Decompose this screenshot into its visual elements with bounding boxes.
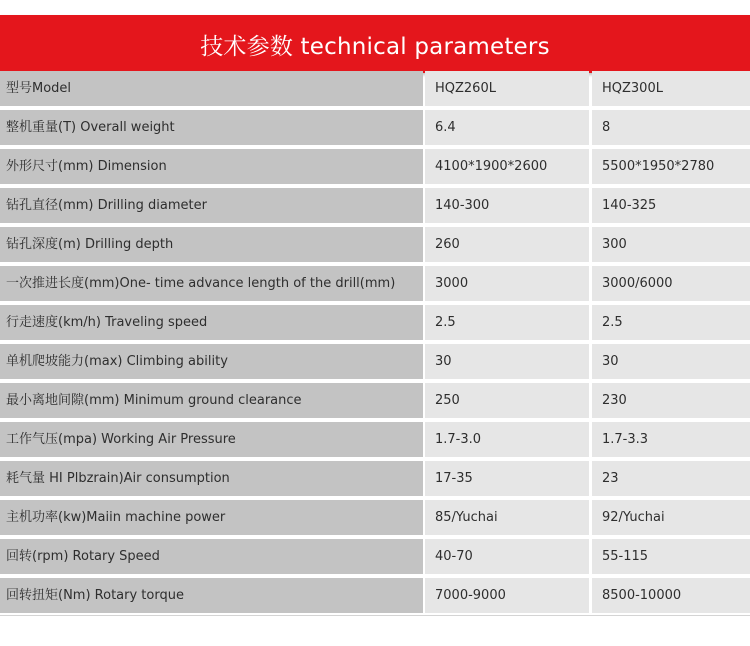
- value-model-2: HQZ300L: [592, 71, 750, 106]
- table-row: [0, 461, 750, 496]
- value-model-1: 4100*1900*2600: [425, 149, 589, 184]
- table-row: [0, 149, 750, 184]
- value-model-2: 230: [592, 383, 750, 418]
- param-label: 钻孔直径(mm) Drilling diameter: [0, 188, 423, 223]
- value-model-1: 250: [425, 383, 589, 418]
- value-model-2: 55-115: [592, 539, 750, 574]
- value-model-1: 1.7-3.0: [425, 422, 589, 457]
- param-label: 回转扭矩(Nm) Rotary torque: [0, 578, 423, 613]
- value-model-2: 30: [592, 344, 750, 379]
- value-model-1: 260: [425, 227, 589, 262]
- param-label: 主机功率(kw)Maiin machine power: [0, 500, 423, 535]
- value-model-1: 140-300: [425, 188, 589, 223]
- header-banner: [0, 15, 750, 73]
- value-model-2: 5500*1950*2780: [592, 149, 750, 184]
- table-row: [0, 188, 750, 223]
- table-row: [0, 500, 750, 535]
- value-model-2: 140-325: [592, 188, 750, 223]
- param-label: 整机重量(T) Overall weight: [0, 110, 423, 145]
- param-label: 一次推进长度(mm)One- time advance length of the drill(mm): [0, 266, 423, 301]
- table-row: [0, 305, 750, 340]
- value-model-2: 92/Yuchai: [592, 500, 750, 535]
- value-model-2: 1.7-3.3: [592, 422, 750, 457]
- value-model-1: 6.4: [425, 110, 589, 145]
- table-row: [0, 578, 750, 613]
- bottom-divider: [0, 615, 750, 616]
- spec-table: [0, 71, 750, 617]
- table-row: [0, 539, 750, 574]
- value-model-2: 8500-10000: [592, 578, 750, 613]
- table-row: [0, 110, 750, 145]
- value-model-1: 30: [425, 344, 589, 379]
- value-model-2: 3000/6000: [592, 266, 750, 301]
- value-model-1: 2.5: [425, 305, 589, 340]
- value-model-1: 85/Yuchai: [425, 500, 589, 535]
- param-label: 耗气量 HI Plbzrain)Air consumption: [0, 461, 423, 496]
- value-model-1: 7000-9000: [425, 578, 589, 613]
- value-model-2: 8: [592, 110, 750, 145]
- table-row: [0, 422, 750, 457]
- value-model-2: 300: [592, 227, 750, 262]
- table-row: [0, 266, 750, 301]
- table-row: [0, 383, 750, 418]
- param-label: 外形尺寸(mm) Dimension: [0, 149, 423, 184]
- table-row: [0, 227, 750, 262]
- value-model-1: 3000: [425, 266, 589, 301]
- param-label: 工作气压(mpa) Working Air Pressure: [0, 422, 423, 457]
- value-model-2: 2.5: [592, 305, 750, 340]
- value-model-1: 17-35: [425, 461, 589, 496]
- param-label: 回转(rpm) Rotary Speed: [0, 539, 423, 574]
- value-model-1: 40-70: [425, 539, 589, 574]
- table-row: [0, 344, 750, 379]
- table-row: [0, 71, 750, 106]
- param-label: 钻孔深度(m) Drilling depth: [0, 227, 423, 262]
- param-label: 型号Model: [0, 71, 423, 106]
- page-title: 技术参数 technical parameters: [200, 33, 550, 60]
- value-model-2: 23: [592, 461, 750, 496]
- param-label: 最小离地间隙(mm) Minimum ground clearance: [0, 383, 423, 418]
- param-label: 行走速度(km/h) Traveling speed: [0, 305, 423, 340]
- param-label: 单机爬坡能力(max) Climbing ability: [0, 344, 423, 379]
- value-model-1: HQZ260L: [425, 71, 589, 106]
